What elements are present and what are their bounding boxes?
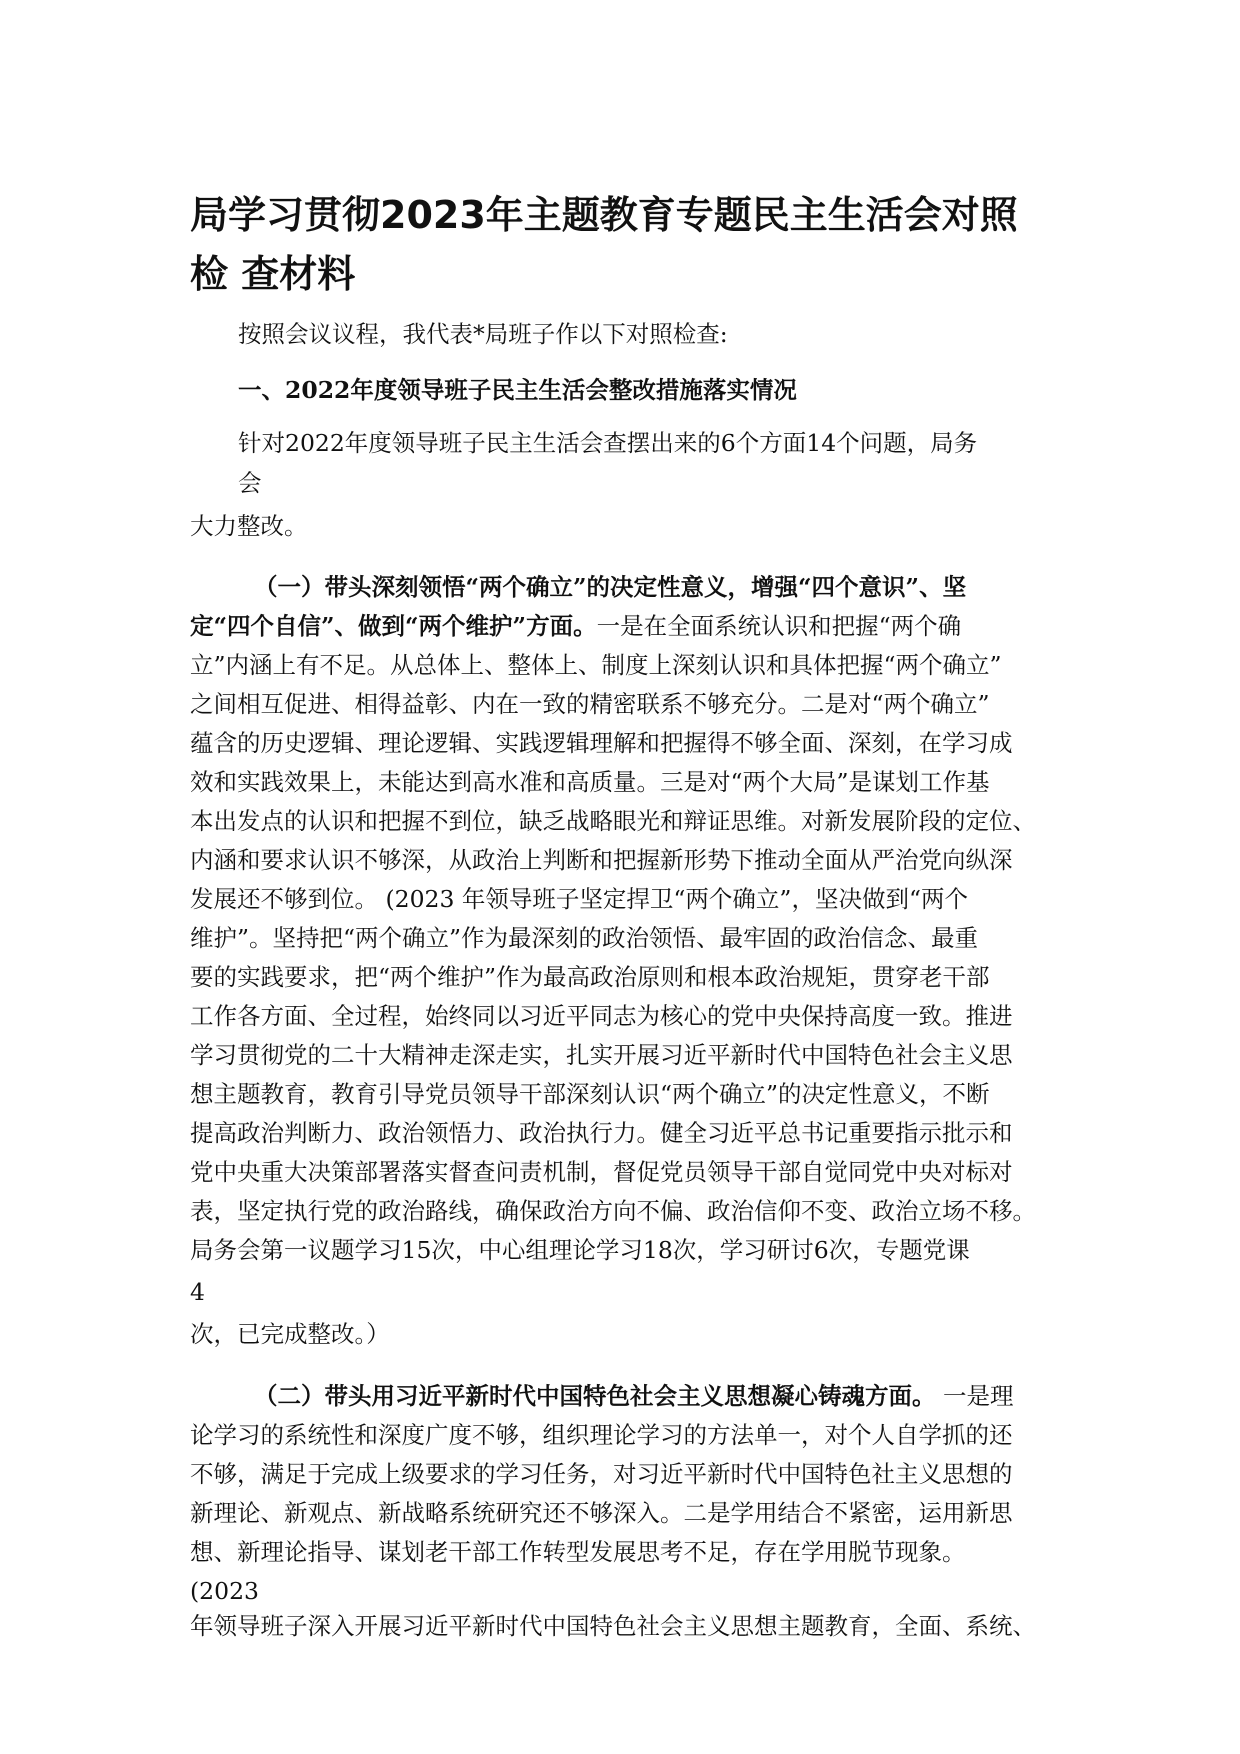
item-1-line-2 — [190, 606, 961, 646]
document-title-line-1: 局学习贯彻2023年主题教育专题民主生活会对照 — [190, 193, 1018, 237]
item-1-line-6: 效和实践效果上，未能达到高水准和高质量。三是对“两个大局”是谋划工作基 — [190, 768, 990, 796]
item-1-line-17: 表，坚定执行党的政治路线，确保政治方向不偏、政治信仰不变、政治立场不移。 — [190, 1197, 1036, 1225]
document-title — [190, 186, 1070, 304]
item-1-line-15: 提高政治判断力、政治领悟力、政治执行力。健全习近平总书记重要指示批示和 — [190, 1119, 1013, 1147]
item-2-line-6: (2023 — [190, 1577, 259, 1605]
item-1-line-2-text: 一是在全面系统认识和把握“两个确 — [596, 612, 962, 640]
section-1-heading: 一、2022年度领导班子民主生活会整改措施落实情况 — [238, 376, 797, 404]
document-title-line-2: 检 查材料 — [190, 252, 356, 296]
item-2-line-2: 论学习的系统性和深度广度不够，组织理论学习的方法单一，对个人自学抓的还 — [190, 1421, 1013, 1449]
item-2-line-1-text: 一是理 — [935, 1382, 1014, 1410]
item-1-line-8: 内涵和要求认识不够深，从政治上判断和把握新形势下推动全面从严治党向纵深 — [190, 846, 1013, 874]
item-2-line-1 — [254, 1376, 1013, 1416]
item-1-line-13: 学习贯彻党的二十大精神走深走实，扎实开展习近平新时代中国特色社会主义思 — [190, 1041, 1013, 1069]
item-1-line-5: 蕴含的历史逻辑、理论逻辑、实践逻辑理解和把握得不够全面、深刻，在学习成 — [190, 729, 1013, 757]
item-1-line-11: 要的实践要求，把“两个维护”作为最高政治原则和根本政治规矩，贯穿老干部 — [190, 963, 990, 991]
item-1-line-20: 次，已完成整改。） — [190, 1320, 390, 1348]
item-1-line-14: 想主题教育，教育引导党员领导干部深刻认识“两个确立”的决定性意义，不断 — [190, 1080, 990, 1108]
item-1-line-9: 发展还不够到位。 (2023 年领导班子坚定捍卫“两个确立”，坚决做到“两个 — [190, 885, 968, 913]
item-1-line-12: 工作各方面、全过程，始终同以习近平同志为核心的党中央保持高度一致。推进 — [190, 1002, 1013, 1030]
item-1-heading-line-1: （一）带头深刻领悟“两个确立”的决定性意义，增强“四个意识”、坚 — [254, 573, 967, 601]
item-2-line-7: 年领导班子深入开展习近平新时代中国特色社会主义思想主题教育，全面、系统、 — [190, 1612, 1036, 1640]
item-1-line-4: 之间相互促进、相得益彰、内在一致的精密联系不够充分。二是对“两个确立” — [190, 690, 990, 718]
item-2-heading: （二）带头用习近平新时代中国特色社会主义思想凝心铸魂方面。 — [254, 1382, 936, 1410]
item-1-line-16: 党中央重大决策部署落实督查问责机制，督促党员领导干部自觉同党中央对标对 — [190, 1158, 1013, 1186]
item-1-heading-line-2: 定“四个自信”、做到“两个维护”方面。 — [190, 612, 597, 640]
item-1-line-10: 维护”。坚持把“两个确立”作为最深刻的政治领悟、最牢固的政治信念、最重 — [190, 924, 979, 952]
item-1-line-18: 局务会第一议题学习15次，中心组理论学习18次，学习研讨6次，专题党课 — [190, 1236, 970, 1264]
item-2-line-4: 新理论、新观点、新战略系统研究还不够深入。二是学用结合不紧密，运用新思 — [190, 1499, 1013, 1527]
section-1-paragraph-line-3: 大力整改。 — [190, 512, 308, 540]
section-1-paragraph-line-1: 针对2022年度领导班子民主生活会查摆出来的6个方面14个问题，局务 — [238, 429, 978, 457]
section-1-paragraph-line-2: 会 — [238, 469, 262, 497]
item-1-line-7: 本出发点的认识和把握不到位，缺乏战略眼光和辩证思维。对新发展阶段的定位、 — [190, 807, 1036, 835]
item-1-line-19: 4 — [190, 1278, 205, 1306]
item-1-line-3: 立”内涵上有不足。从总体上、整体上、制度上深刻认识和具体把握“两个确立” — [190, 651, 1002, 679]
item-2-line-5: 想、新理论指导、谋划老干部工作转型发展思考不足，存在学用脱节现象。 — [190, 1538, 966, 1566]
intro-paragraph: 按照会议议程，我代表*局班子作以下对照检查: — [238, 320, 728, 348]
item-2-line-3: 不够，满足于完成上级要求的学习任务，对习近平新时代中国特色社主义思想的 — [190, 1460, 1013, 1488]
